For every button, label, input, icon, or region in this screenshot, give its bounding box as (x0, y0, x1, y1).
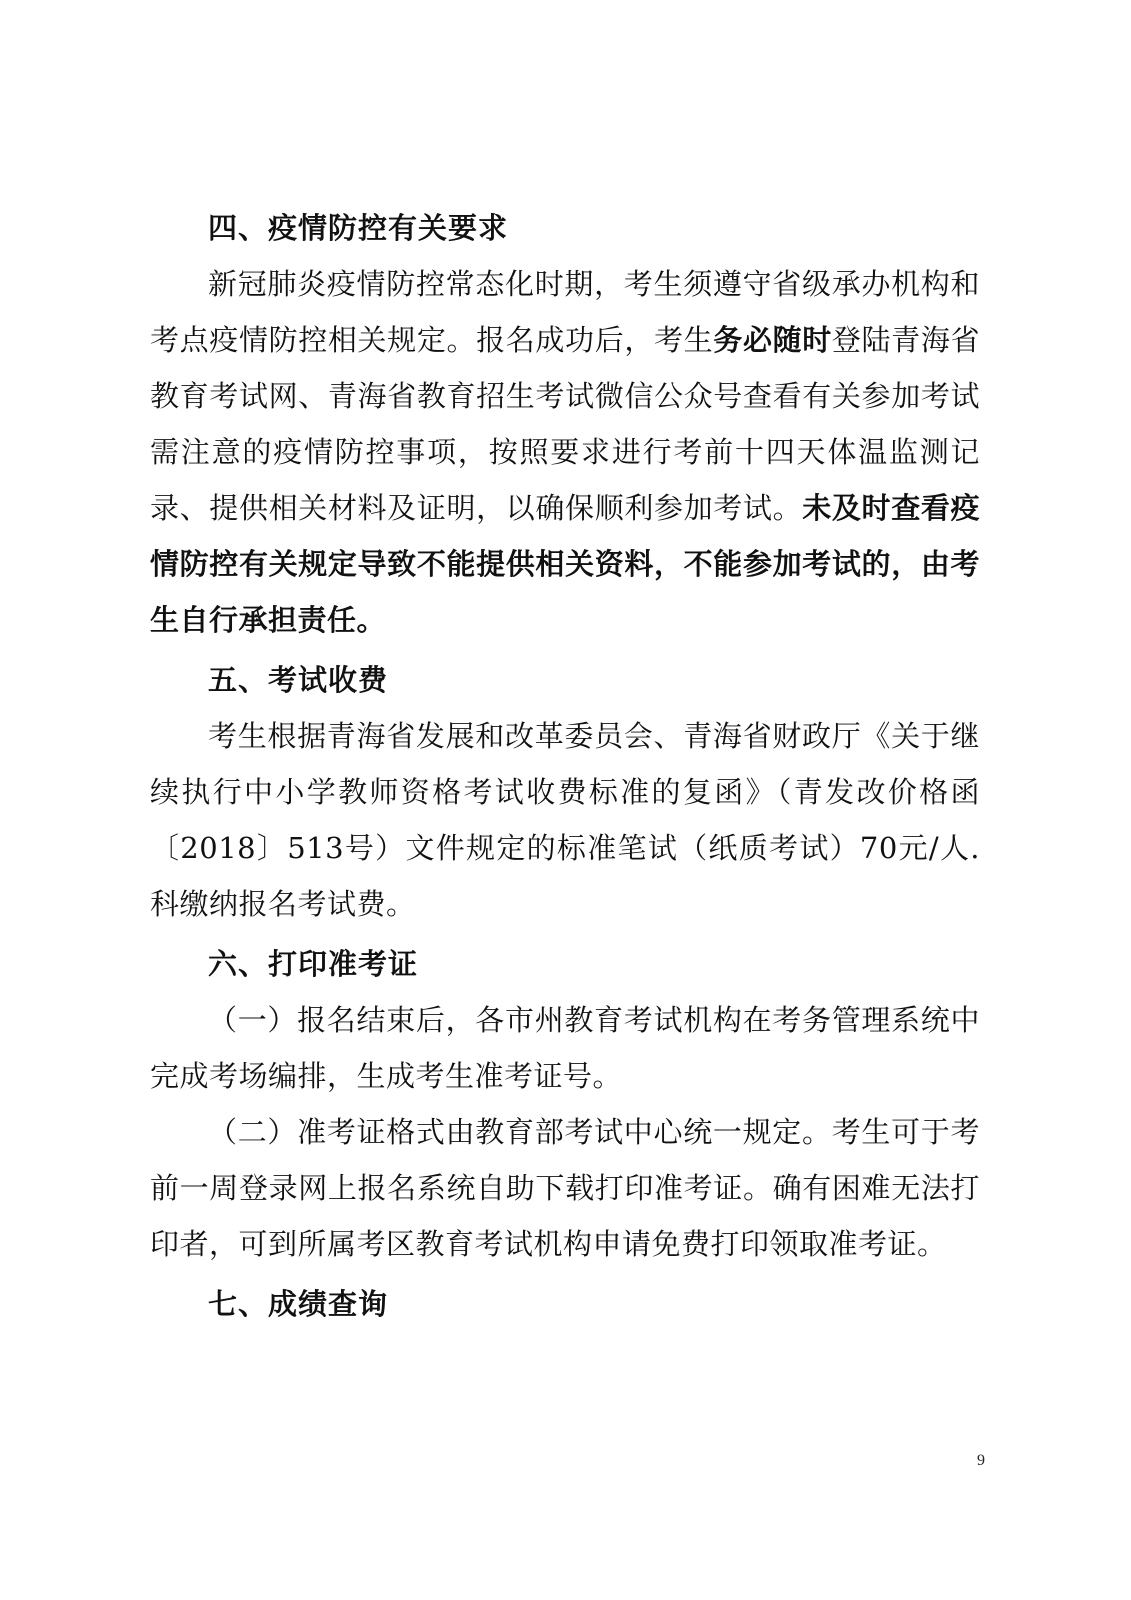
section-heading-score-query: 七、成绩查询 (208, 1287, 389, 1321)
section-heading-print-admission-ticket: 六、打印准考证 (208, 947, 419, 981)
emphasis-text: 未及时查看疫情防控有关规定导致不能提供相关资料，不能参加考试的，由考生自行承担责任。 (150, 491, 980, 637)
document-page (150, 200, 980, 1332)
paragraph-admission-ticket-format: （二）准考证格式由教育部考试中心统一规定。考生可于考前一周登录网上报名系统自助下载打印准考证。确有困难无法打印者，可到所属考区教育考试机构申请免费打印领取准考证。 (150, 1115, 980, 1261)
paragraph-exam-fees: 考生根据青海省发展和改革委员会、青海省财政厅《关于继续执行中小学教师资格考试收费标准的复函》（青发改价格函〔2018〕513号）文件规定的标准笔试（纸质考试）70元/人.科缴纳报名考试费。 (150, 719, 980, 921)
paragraph-admission-ticket-arrangement: （一）报名结束后，各市州教育考试机构在考务管理系统中完成考场编排，生成考生准考证号。 (150, 1003, 980, 1093)
section-heading-exam-fees: 五、考试收费 (208, 663, 389, 697)
paragraph-epidemic-prevention (150, 256, 980, 648)
emphasis-text: 务必随时 (713, 323, 832, 357)
paragraph-text: 新冠肺炎疫情防控常态化时期，考生须遵守省级承办机构和考点疫情防控相关规定。报名成功后，考生 (150, 267, 980, 357)
page-number: 9 (977, 1452, 985, 1469)
paragraph-text: 登陆青海省教育考试网、青海省教育招生考试微信公众号查看有关参加考试需注意的疫情防控事项，按照要求进行考前十四天体温监测记录、提供相关材料及证明，以确保顺利参加考试。 (150, 323, 980, 525)
section-heading-epidemic-prevention: 四、疫情防控有关要求 (208, 211, 509, 245)
